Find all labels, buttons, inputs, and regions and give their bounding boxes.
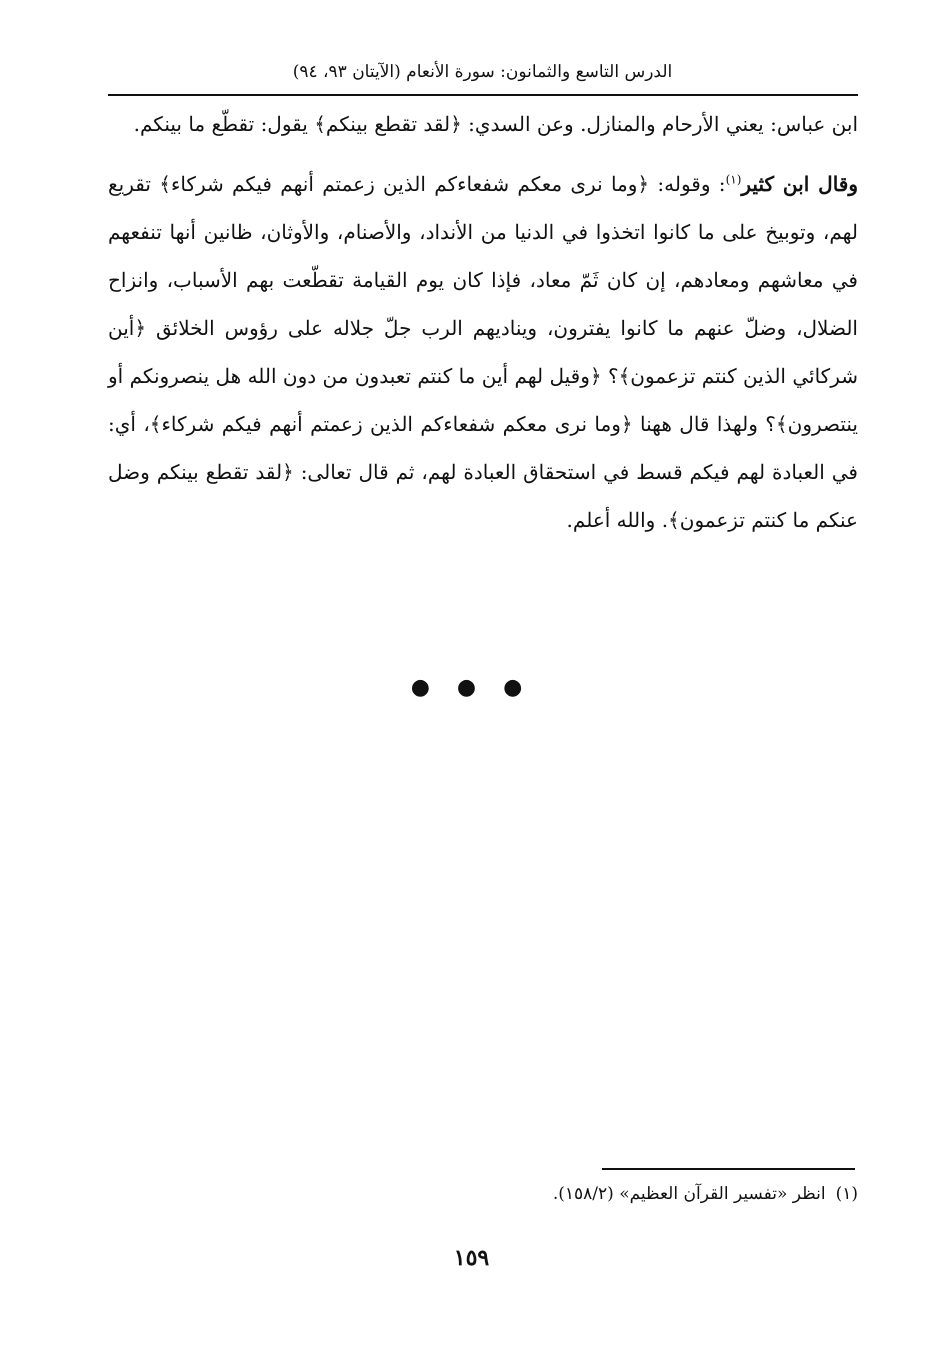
footnote-text: انظر «تفسير القرآن العظيم» (١٥٨/٢).	[552, 1184, 826, 1204]
paragraph-2-lead: وقال ابن كثير	[741, 172, 859, 196]
page-number: ١٥٩	[453, 1245, 490, 1271]
footnote-reference[interactable]: (١)	[725, 172, 742, 187]
section-separator: ● ● ●	[410, 675, 533, 700]
paragraph-2-text: : وقوله: ﴿وما نرى معكم شفعاءكم الذين زعمتم أنهم فيكم شركاء﴾ تقريع لهم، وتوبيخ على ما كانوا اتخذوا في الدنيا من الأنداد، والأصنام، والأوثان، ظانين أنها تنفعهم في معاشهم ومعادهم، إن كان ثَمّ معاد، فإذا كان يوم القيامة تقطّعت بهم الأسباب، وانزاح الضلال، وضلّ عنهم ما كانوا يفترون، ويناديهم الرب جلّ جلاله على رؤوس الخلائق ﴿أين شركائي الذين كنتم تزعمون﴾؟ ﴿وقيل لهم أين ما كنتم تعبدون من دون الله هل ينصرونكم أو ينتصرون﴾؟ ولهذا قال ههنا ﴿وما نرى معكم شفعاءكم الذين زعمتم أنهم فيكم شركاء﴾، أي: في العبادة لهم فيكم قسط في استحقاق العبادة لهم، ثم قال تعالى: ﴿لقد تقطع بينكم وضل عنكم ما كنتم تزعمون﴾. والله أعلم.	[108, 172, 858, 532]
footnote-divider	[602, 1168, 855, 1170]
footnote	[108, 1180, 858, 1208]
footnote-number: (١)	[835, 1184, 858, 1204]
paragraph-1: ابن عباس: يعني الأرحام والمنازل. وعن السدي: ﴿لقد تقطع بينكم﴾ يقول: تقطّع ما بينكم.	[133, 112, 858, 136]
running-header: الدرس التاسع والثمانون: سورة الأنعام (الآيتان ٩٣، ٩٤)	[292, 62, 673, 82]
paragraph-2	[108, 160, 858, 544]
header-divider	[108, 94, 858, 96]
main-text	[108, 100, 858, 544]
